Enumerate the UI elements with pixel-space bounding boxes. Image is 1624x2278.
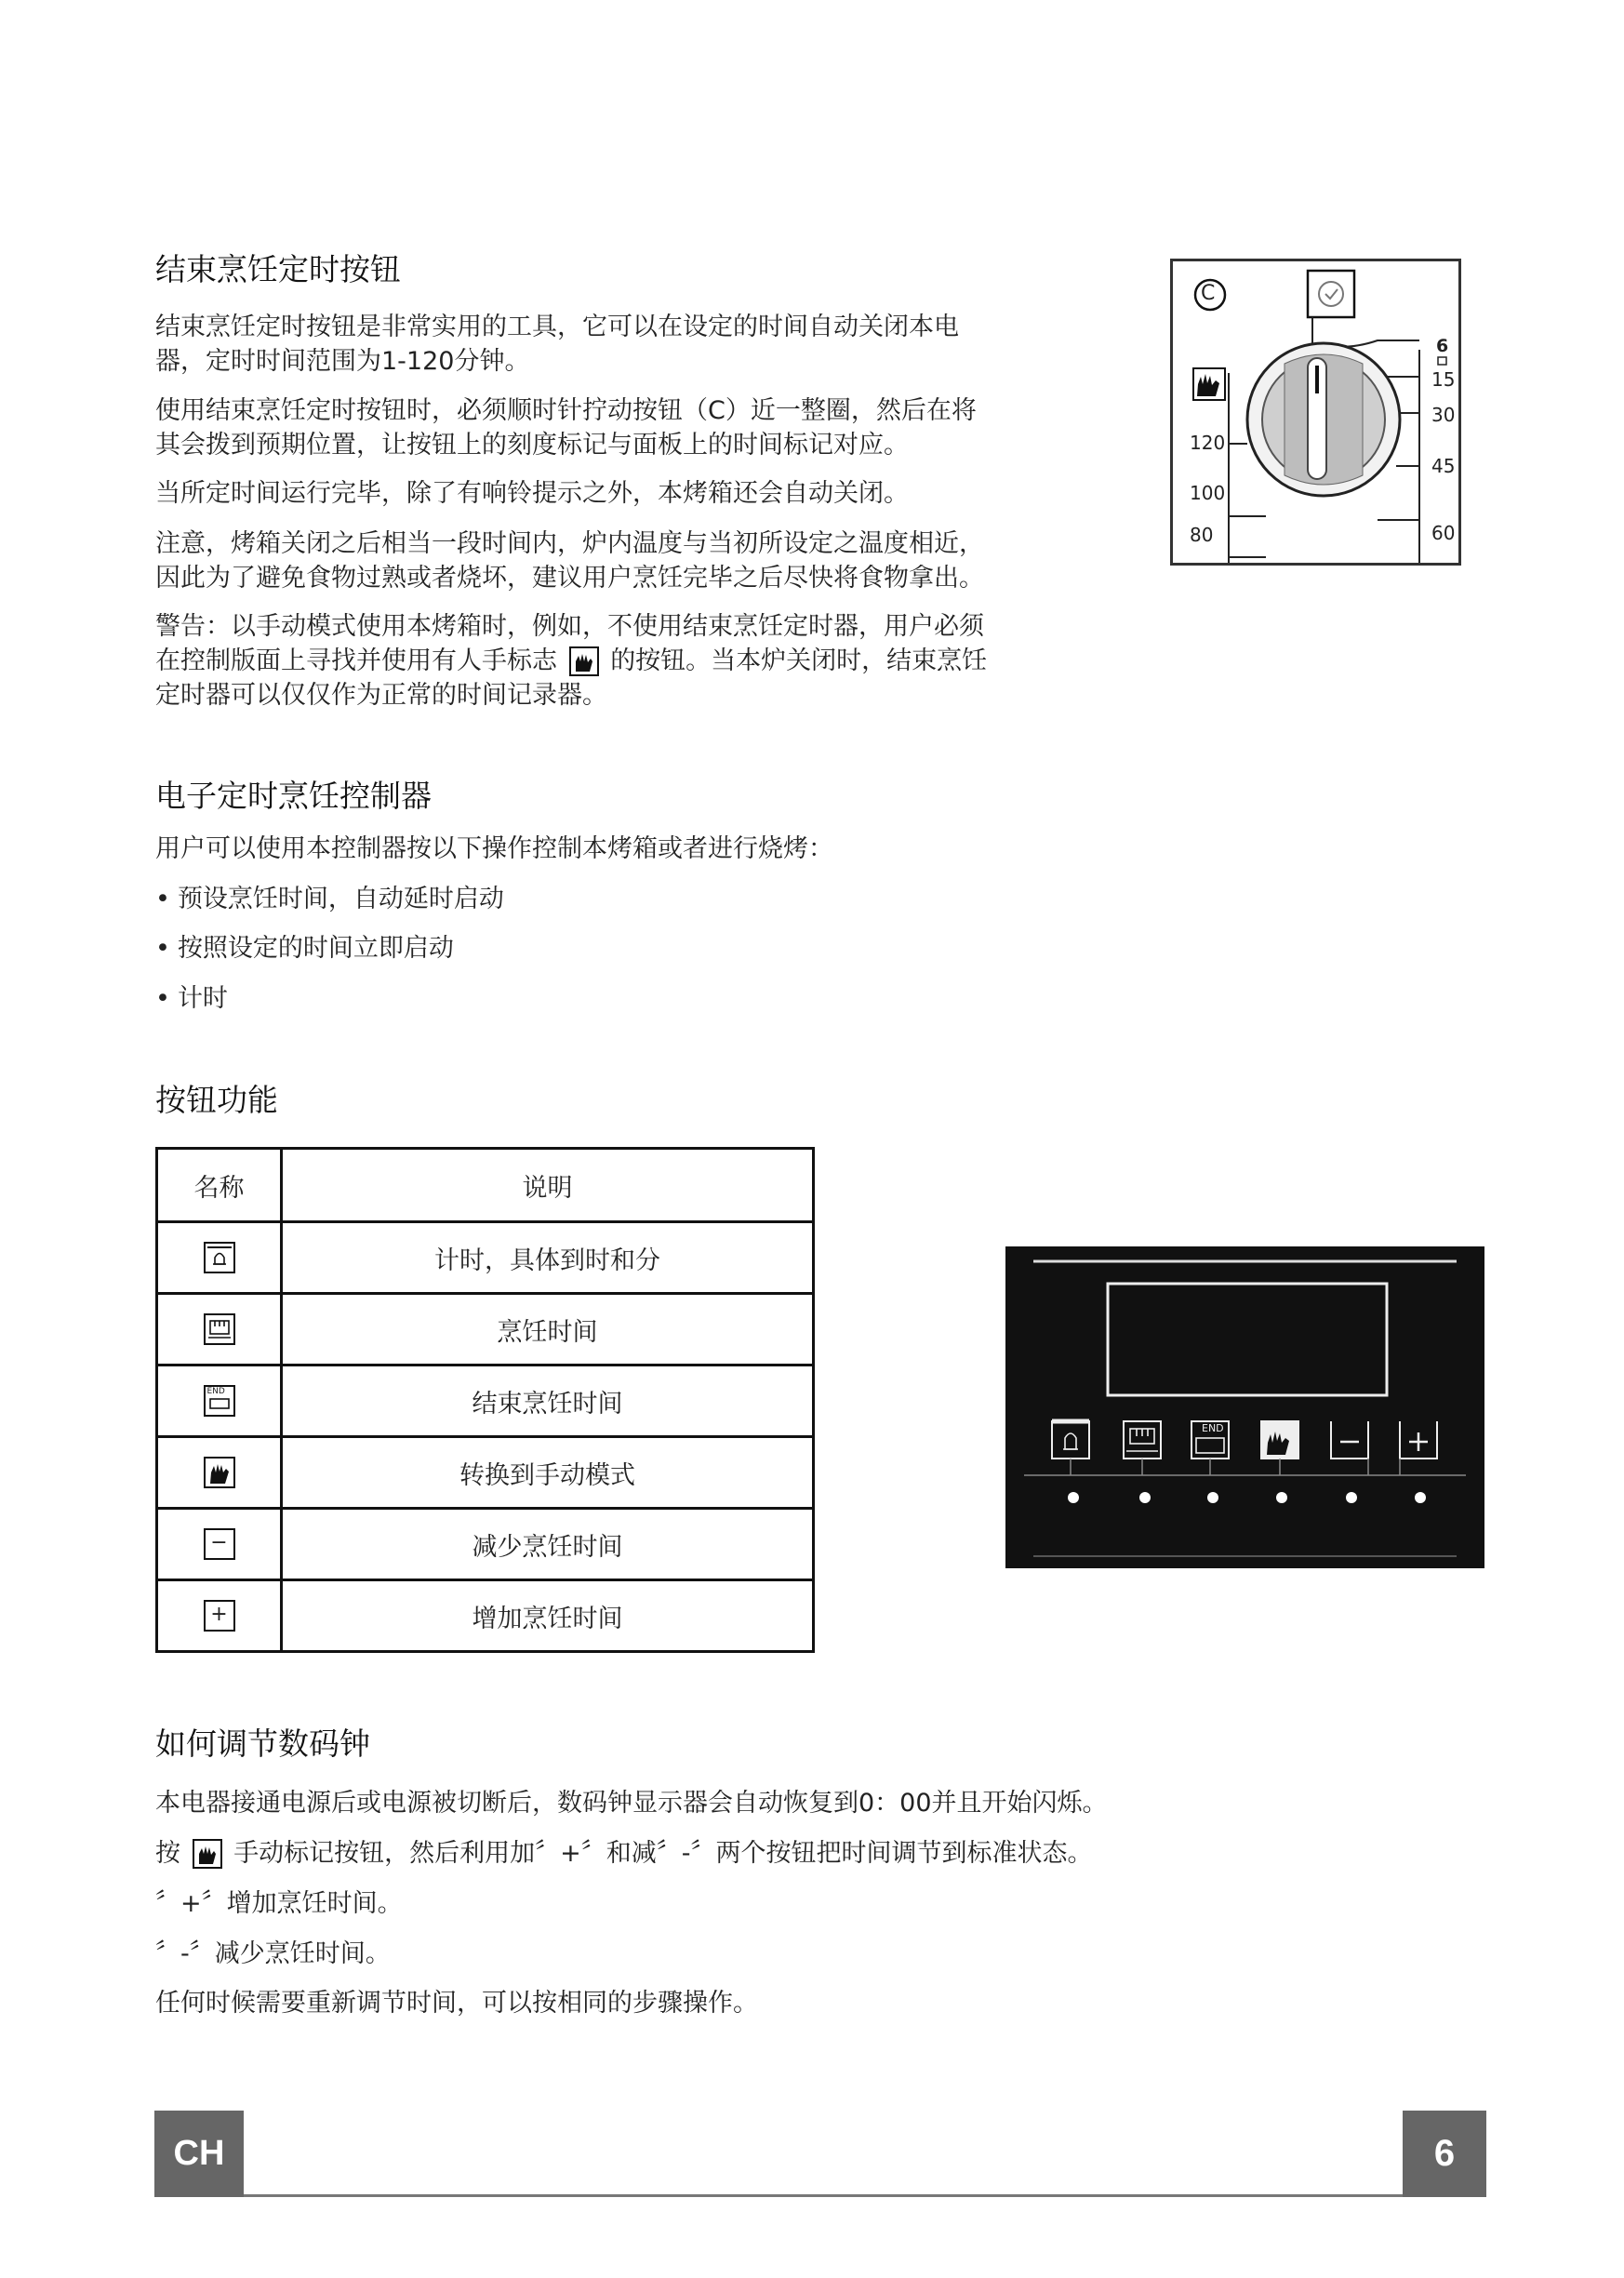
press-suffix: 手动标记按钮，然后利用加〞+〞和减〞-〞两个按钮把时间调节到标准状态。 [233,1839,1093,1868]
header-description: 说明 [282,1149,814,1222]
dial-label-right: 15 [1431,368,1456,391]
table-row [157,1222,814,1294]
paragraph-line: 其会拨到预期位置，让按钮上的刻度标记与面板上的时间标记对应。 [155,431,909,460]
dial-label-left: 100 [1190,482,1226,504]
page-number: 6 [1403,2111,1486,2197]
electronic-control-panel [1005,1246,1484,1568]
section-title-end-timer: 结束烹饪定时按钮 [155,251,401,287]
plus-text: + [210,1603,228,1626]
paragraph-line: 结束烹饪定时按钮是非常实用的工具，它可以在设定的时间自动关闭本电 [155,313,959,341]
paragraph-line: 因此为了避免食物过熟或者烧坏，建议用户烹饪完毕之后尽快将食物拿出。 [155,564,984,593]
table-header-row [157,1149,814,1222]
clock-instruction: 本电器接通电源后或电源被切断后，数码钟显示器会自动恢复到0：00并且开始闪烁。 [155,1789,1108,1818]
end-text: END [206,1387,225,1396]
minus-icon [204,1528,235,1560]
timer-dial-diagram [1170,259,1461,566]
panel-drawing [1005,1246,1484,1568]
plus-icon [204,1600,235,1632]
manual-hand-icon [569,646,599,676]
table-row [157,1509,814,1580]
dial-top-mark: 6 [1436,336,1449,356]
warning-prefix: 在控制版面上寻找并使用有人手标志 [155,646,557,675]
paragraph-line [155,644,987,678]
clock-instruction: 〞-〞减少烹饪时间。 [155,1939,391,1968]
clock-instruction: 〞+〞增加烹饪时间。 [155,1889,403,1918]
press-prefix: 按 [155,1839,180,1868]
table-row [157,1294,814,1365]
row-description: 结束烹饪时间 [282,1365,814,1437]
row-description: 增加烹饪时间 [282,1580,814,1652]
bullet-item: • 按照设定的时间立即启动 [155,931,454,966]
bullet-item: • 预设烹饪时间，自动延时启动 [155,882,504,916]
paragraph-line: 使用结束烹饪定时按钮时，必须顺时针拧动按钮（C）近一整圈，然后在将 [155,396,977,425]
bullet-item: • 计时 [155,981,228,1016]
warning-suffix: 的按钮。当本炉关闭时，结束烹饪 [610,646,988,675]
dial-drawing [1173,261,1458,563]
cooking-time-icon [204,1313,235,1345]
paragraph-line: 器，定时时间范围为1-120分钟。 [155,347,530,376]
paragraph-line: 定时器可以仅仅作为正常的时间记录器。 [155,681,607,710]
dial-label-left: 80 [1190,524,1214,546]
panel-end-label: END [1202,1422,1224,1434]
table-row [157,1365,814,1437]
dial-label-right: 30 [1431,404,1456,426]
manual-hand-icon [193,1839,222,1869]
end-cooking-icon [204,1385,235,1417]
bell-icon [204,1242,235,1273]
dial-label-c: C [1201,282,1216,305]
row-description: 烹饪时间 [282,1294,814,1365]
footer-rule [154,2194,1486,2197]
paragraph-line: 当所定时间运行完毕，除了有响铃提示之外，本烤箱还会自动关闭。 [155,479,909,508]
row-description: 计时，具体到时和分 [282,1222,814,1294]
section-title-adjust-clock: 如何调节数码钟 [155,1725,370,1762]
section-title-button-functions: 按钮功能 [155,1082,278,1118]
row-description: 转换到手动模式 [282,1437,814,1509]
clock-instruction: 任何时候需要重新调节时间，可以按相同的步骤操作。 [155,1989,758,2018]
table-row [157,1437,814,1509]
paragraph-line: 注意，烤箱关闭之后相当一段时间内，炉内温度与当初所设定之温度相近， [155,529,984,558]
dial-label-right: 45 [1431,455,1456,477]
section-title-electronic-controller: 电子定时烹饪控制器 [155,778,432,814]
dial-label-left: 120 [1190,432,1226,454]
clock-instruction [155,1836,1093,1871]
table-row [157,1580,814,1652]
language-tab: CH [154,2111,244,2197]
intro-text: 用户可以使用本控制器按以下操作控制本烤箱或者进行烧烤： [155,834,833,863]
button-function-table [155,1147,815,1653]
header-name: 名称 [157,1149,282,1222]
manual-hand-icon [204,1457,235,1488]
dial-label-right: 60 [1431,522,1456,544]
row-description: 减少烹饪时间 [282,1509,814,1580]
paragraph-line: 警告：以手动模式使用本烤箱时，例如，不使用结束烹饪定时器，用户必须 [155,612,984,641]
minus-text: − [210,1531,228,1554]
